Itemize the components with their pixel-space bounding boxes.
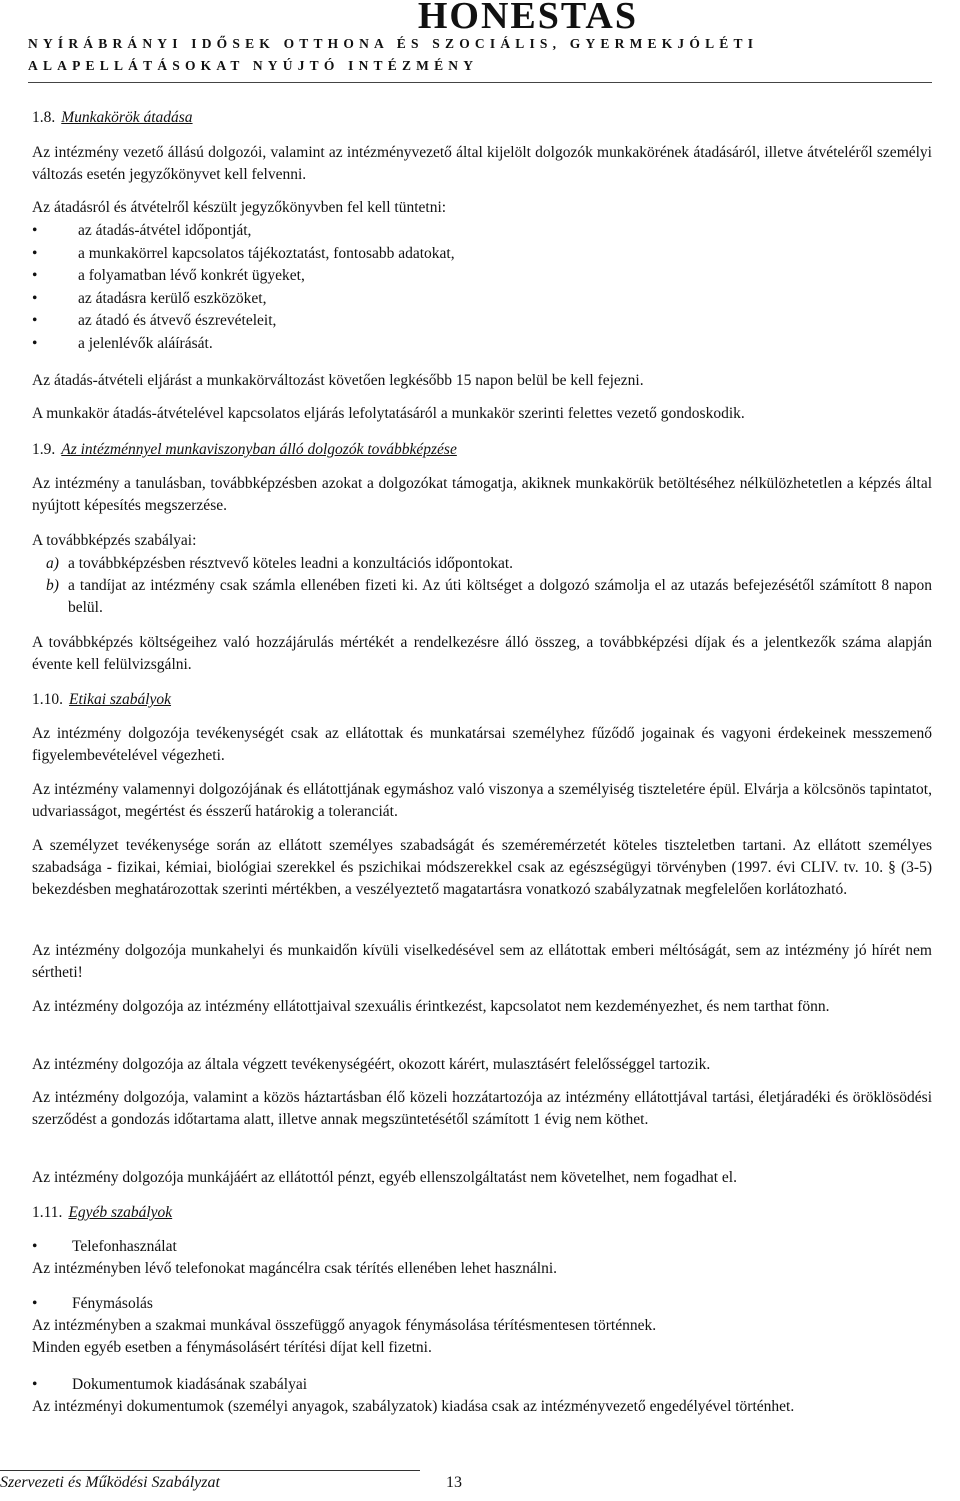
list-item: • a munkakörrel kapcsolatos tájékoztatást, fontosabb adatokat, bbox=[32, 244, 455, 262]
rule-block bbox=[32, 1293, 932, 1359]
section-number: 1.9. bbox=[32, 441, 56, 458]
paragraph: A személyzet tevékenysége során az ellátott személyes szabadságát és szeméremérzetét köteles tiszteletben tartani. Az ellátott személyes szabadsága - fizikai, kémiai, biológiai szerekkel és pszichikai módszerekkel csak az egészségügyi törvényben (1997. évi CLIV. tv. 10. § (3-5) bekezdésben meghatározottak szerinti mértékben, a veszélyeztető magatartásra vonatkozó szabályzatnak megfelelően korlátozható. bbox=[32, 837, 932, 898]
paragraph: A továbbképzés költségeihez való hozzájárulás mértékét a rendelkezésre álló összeg, a továbbképzési díjak és a jelentkezők száma alapján évente kell felülvizsgálni. bbox=[32, 634, 932, 673]
list-item: • az átadó és átvevő észrevételeit, bbox=[32, 312, 277, 329]
list-item: b) a tandíjat az intézmény csak számla ellenében fizeti ki. Az úti költséget a dolgozó számolja el az utazás befejezésétől számított 8 napon belül. bbox=[46, 577, 932, 616]
rule-title: • Fénymásolás bbox=[32, 1295, 153, 1312]
section-heading-1-9 bbox=[32, 439, 457, 461]
paragraph: Az intézmény dolgozója, valamint a közös háztartásban élő közeli hozzátartozója az intézmény ellátottjával tartási, életjáradéki és öröklösödési szerződést a gondozás időtartama alatt, illetve annak megszüntetésétől számított 1 évig nem köthet. bbox=[32, 1089, 932, 1128]
bullet-list bbox=[32, 220, 455, 355]
section-number: 1.8. bbox=[32, 109, 56, 126]
section-title: Etikai szabályok bbox=[69, 691, 172, 708]
rules-list bbox=[32, 553, 932, 619]
rule-text: Minden egyéb esetben a fénymásolásért térítési díjat kell fizetni. bbox=[32, 1339, 432, 1356]
institution-name-line-2: ALAPELLÁTÁSOKAT NYÚJTÓ INTÉZMÉNY bbox=[28, 58, 479, 73]
page-number: 13 bbox=[446, 1474, 462, 1491]
paragraph: Az intézmény dolgozója az általa végzett tevékenységéért, okozott kárért, mulasztásért felelősséggel tartozik. bbox=[32, 1056, 711, 1073]
paragraph: Az intézmény dolgozója munkájáért az ellátottól pénzt, egyéb ellenszolgáltatást nem követelhet, nem fogadhat el. bbox=[32, 1169, 737, 1186]
list-item: • a jelenlévők aláírását. bbox=[32, 334, 213, 352]
section-heading-1-11 bbox=[32, 1202, 172, 1224]
paragraph: Az intézmény vezető állású dolgozói, valamint az intézményvezető által kijelölt dolgozók munkakörének átadásáról, illetve átvételéről személyi változás esetén jegyzőkönyvet kell felvenni. bbox=[32, 144, 932, 183]
header-rule bbox=[28, 82, 932, 83]
list-item: a) a továbbképzésben résztvevő köteles leadni a konzultációs időpontokat. bbox=[46, 555, 514, 572]
section-heading-1-10 bbox=[32, 689, 171, 711]
section-number: 1.10. bbox=[32, 691, 63, 708]
rule-title: • Dokumentumok kiadásának szabályai bbox=[32, 1376, 308, 1393]
list-item: • az átadásra kerülő eszközöket, bbox=[32, 289, 267, 307]
rule-text: Az intézményben lévő telefonokat magáncélra csak térítés ellenében lehet használni. bbox=[32, 1260, 558, 1277]
honestas-logo: HONESTAS bbox=[417, 0, 638, 37]
paragraph: Az intézmény dolgozója az intézmény ellátottjaival szexuális érintkezést, kapcsolatot nem kezdeményezhet, és nem tarthat fönn. bbox=[32, 998, 830, 1015]
list-item: • az átadás-átvétel időpontját, bbox=[32, 222, 252, 239]
rule-block bbox=[32, 1374, 932, 1418]
rule-title: • Telefonhasználat bbox=[32, 1238, 177, 1255]
footer-title: Szervezeti és Működési Szabályzat bbox=[0, 1474, 220, 1491]
paragraph: Az intézmény valamennyi dolgozójának és ellátottjának egymáshoz való viszonya a személyiség tiszteletére épül. Elvárja a kölcsönös tapintatot, udvariasságot, megértést és ésszerű határokig a toleranciát. bbox=[32, 781, 932, 820]
page-header bbox=[0, 0, 960, 82]
rule-block bbox=[32, 1236, 932, 1280]
paragraph: Az átadásról és átvételről készült jegyzőkönyvben fel kell tüntetni: bbox=[32, 199, 447, 216]
paragraph: Az intézmény dolgozója munkahelyi és munkaidőn kívüli viselkedésével sem az ellátottak emberi méltóságát, sem az intézmény jó hírét nem sértheti! bbox=[32, 942, 932, 981]
paragraph: A továbbképzés szabályai: bbox=[32, 532, 197, 549]
list-item: • a folyamatban lévő konkrét ügyeket, bbox=[32, 267, 305, 284]
paragraph: Az intézmény a tanulásban, továbbképzésben azokat a dolgozókat támogatja, akiknek munkakörük betöltéséhez nélkülözhetetlen a képzés által nyújtott képesítés megszerzése. bbox=[32, 475, 932, 514]
section-title: Munkakörök átadása bbox=[61, 109, 193, 126]
rule-text: Az intézményben a szakmai munkával összefüggő anyagok fénymásolása térítésmentesen történnek. bbox=[32, 1317, 657, 1334]
institution-name-line-1: NYÍRÁBRÁNYI IDŐSEK OTTHONA ÉS SZOCIÁLIS, GYERMEKJÓLÉTI bbox=[28, 36, 759, 51]
paragraph: A munkakör átadás-átvételével kapcsolatos eljárás lefolytatásáról a munkakör szerinti felettes vezető gondoskodik. bbox=[32, 405, 745, 422]
paragraph: Az átadás-átvételi eljárást a munkakörváltozást követően legkésőbb 15 napon belül be kell fejezni. bbox=[32, 372, 644, 389]
section-title: Az intézménnyel munkaviszonyban álló dolgozók továbbképzése bbox=[61, 441, 457, 458]
paragraph: Az intézmény dolgozója tevékenységét csak az ellátottak és munkatársai személyhez fűződő jogainak és vagyoni érdekeinek messzemenő figyelembevételével végezheti. bbox=[32, 725, 932, 764]
section-number: 1.11. bbox=[32, 1204, 63, 1221]
footer-rule bbox=[0, 1470, 420, 1471]
section-heading-1-8 bbox=[32, 107, 193, 129]
section-title: Egyéb szabályok bbox=[68, 1204, 173, 1221]
rule-text: Az intézményi dokumentumok (személyi anyagok, szabályzatok) kiadása csak az intézményvezető engedélyével történhet. bbox=[32, 1398, 795, 1415]
